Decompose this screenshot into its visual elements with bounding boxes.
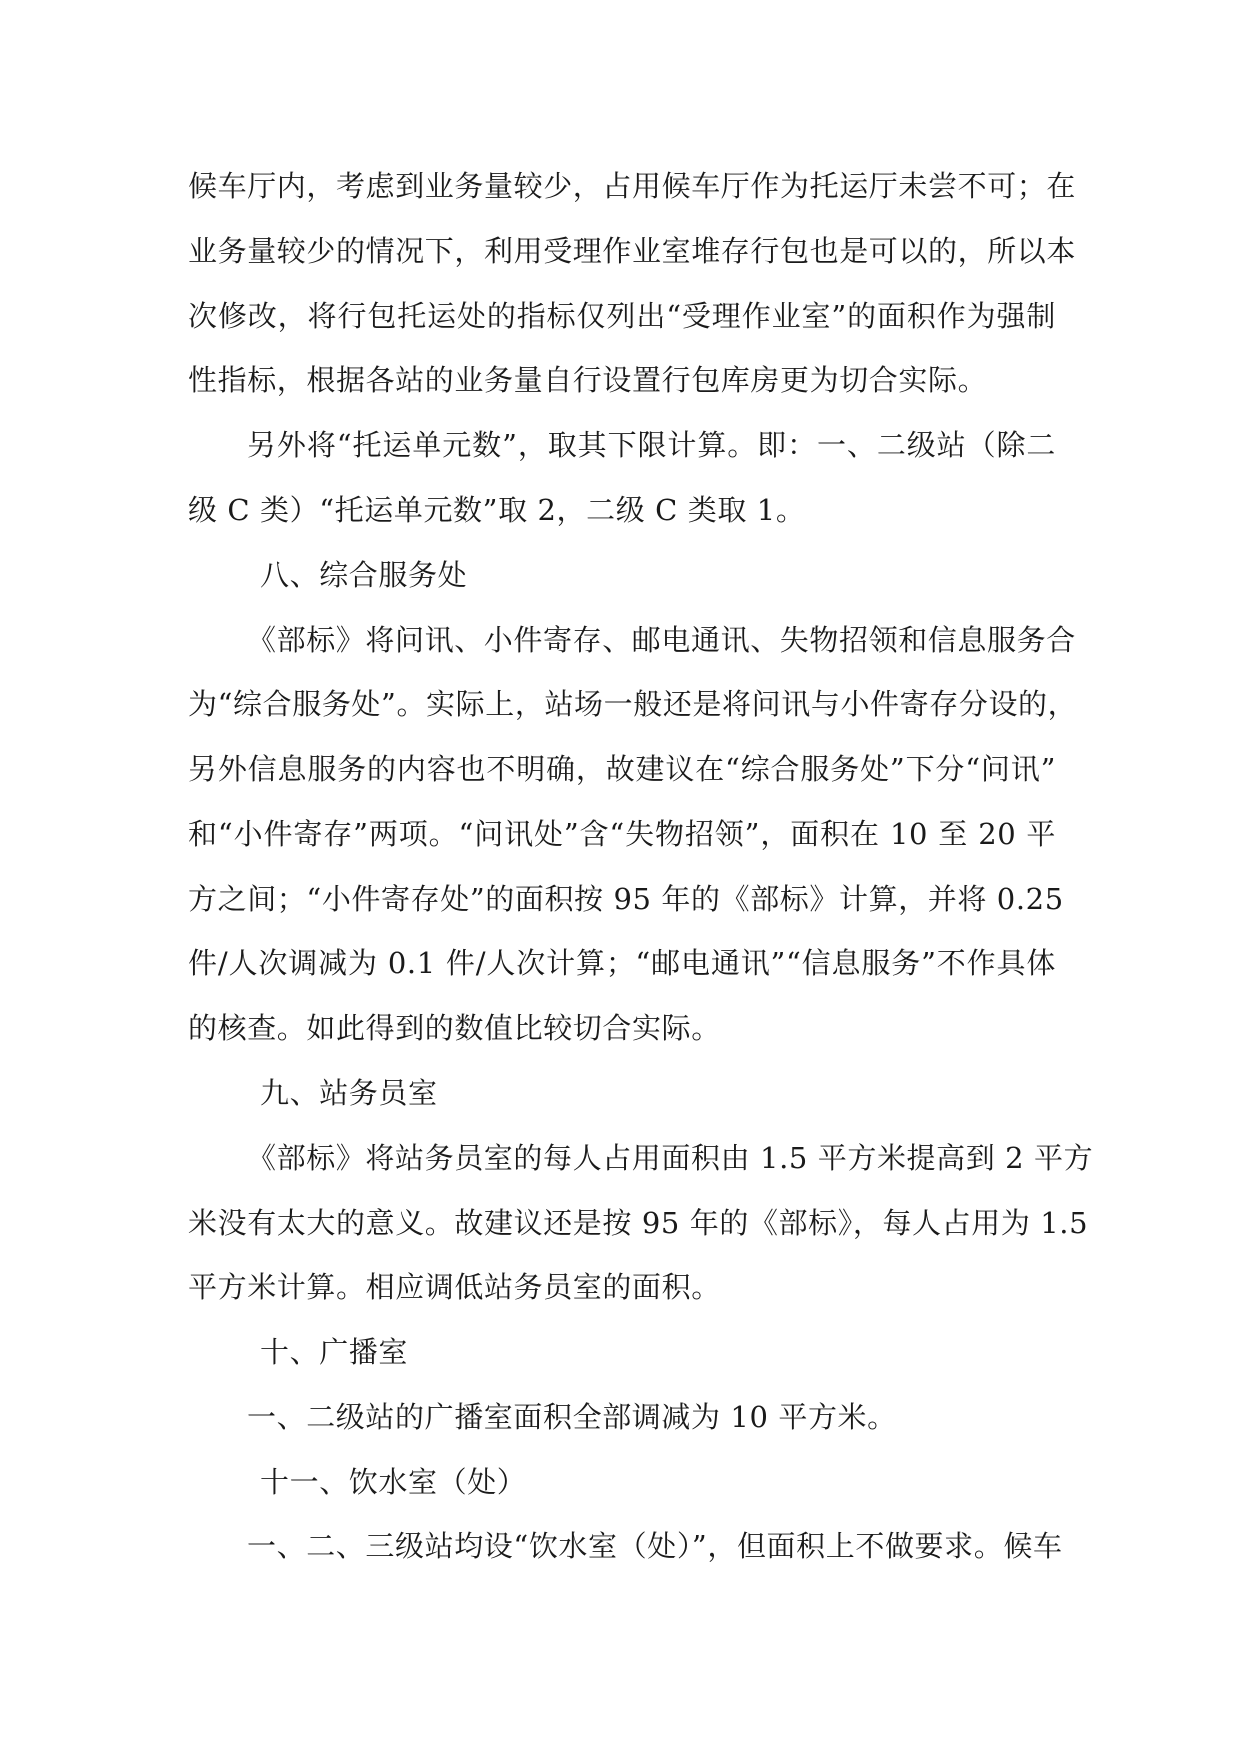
paragraph-line: 另外信息服务的内容也不明确，故建议在“综合服务处”下分“问讯” — [188, 752, 1056, 786]
paragraph-line: 次修改，将行包托运处的指标仅列出“受理作业室”的面积作为强制 — [188, 299, 1056, 333]
paragraph-line: 性指标，根据各站的业务量自行设置行包库房更为切合实际。 — [188, 363, 988, 397]
paragraph-line: 为“综合服务处”。实际上，站场一般还是将问讯与小件寄存分设的， — [188, 687, 1078, 721]
paragraph-line: 业务量较少的情况下，利用受理作业室堆存行包也是可以的，所以本 — [188, 234, 1077, 268]
paragraph-line: 一、二、三级站均设“饮水室（处）”，但面积上不做要求。候车 — [247, 1529, 1063, 1563]
paragraph-line: 候车厅内，考虑到业务量较少，占用候车厅作为托运厅未尝不可；在 — [188, 169, 1077, 203]
section-heading: 十一、饮水室（处） — [260, 1465, 527, 1499]
section-heading: 八、综合服务处 — [260, 558, 468, 592]
paragraph-line: 方之间；“小件寄存处”的面积按 95 年的《部标》计算，并将 0.25 — [188, 882, 1064, 916]
paragraph-line: 米没有太大的意义。故建议还是按 95 年的《部标》，每人占用为 1.5 — [188, 1206, 1089, 1240]
paragraph-line: 和“小件寄存”两项。“问讯处”含“失物招领”，面积在 10 至 20 平 — [188, 817, 1056, 851]
paragraph-line: 级 C 类）“托运单元数”取 2，二级 C 类取 1。 — [188, 493, 806, 527]
paragraph-line: 件/人次调减为 0.1 件/人次计算；“邮电通讯”“信息服务”不作具体 — [188, 946, 1056, 980]
paragraph-line: 《部标》将站务员室的每人占用面积由 1.5 平方米提高到 2 平方 — [247, 1141, 1094, 1175]
paragraph-line: 另外将“托运单元数”，取其下限计算。即：一、二级站（除二 — [247, 428, 1056, 462]
paragraph-line: 《部标》将问讯、小件寄存、邮电通讯、失物招领和信息服务合 — [247, 623, 1076, 657]
paragraph-line: 平方米计算。相应调低站务员室的面积。 — [188, 1270, 721, 1304]
section-heading: 九、站务员室 — [260, 1076, 438, 1110]
section-heading: 十、广播室 — [260, 1335, 409, 1369]
paragraph-line: 一、二级站的广播室面积全部调减为 10 平方米。 — [247, 1400, 897, 1434]
paragraph-line: 的核查。如此得到的数值比较切合实际。 — [188, 1011, 721, 1045]
